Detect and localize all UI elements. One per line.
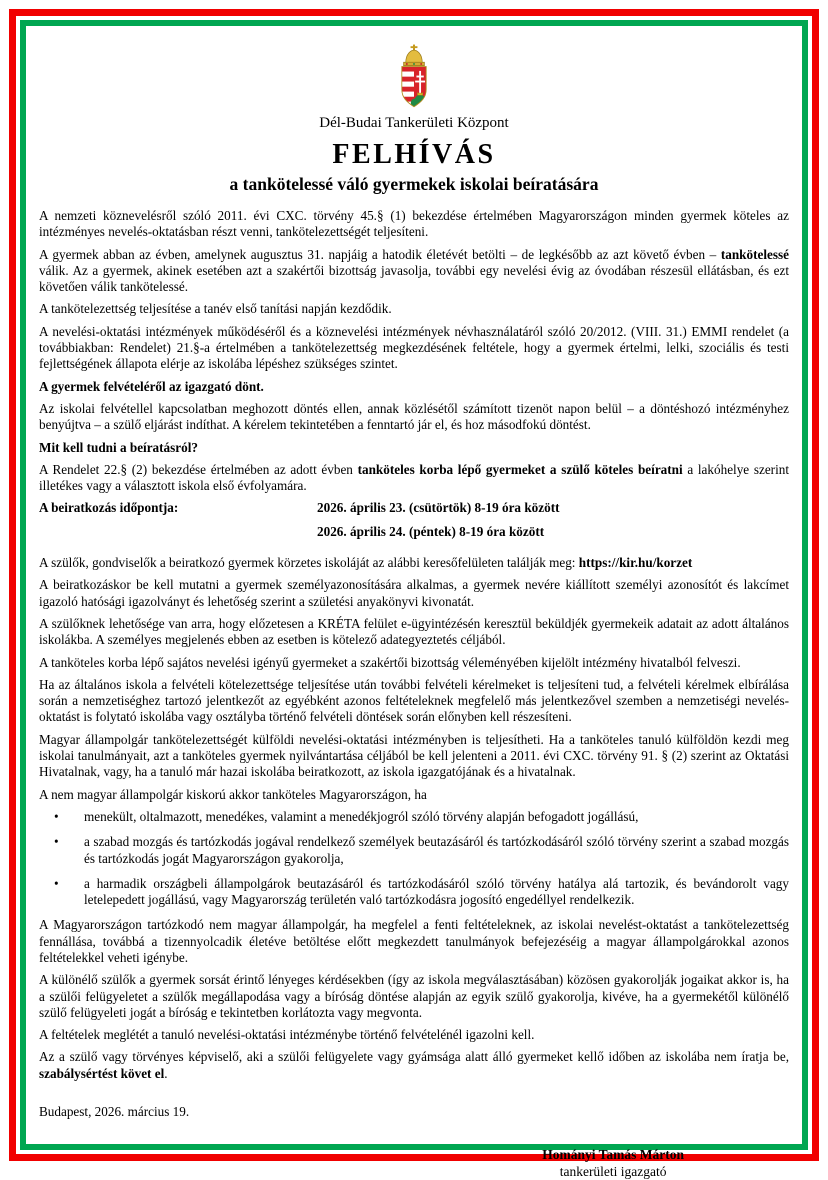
paragraph: [39, 732, 789, 781]
bullet-item: [39, 876, 789, 909]
bullet-icon: •: [54, 808, 59, 824]
beiratni-emphasis: tanköteles korba lépő gyermeket a szülő köteles beíratni: [357, 461, 683, 477]
paragraph: [39, 247, 789, 296]
bullet-text: a harmadik országbeli állampolgárok beutazásáról és tartózkodásáról szóló törvény hatálya alá tartozik, és bevándorolt vagy letelepedett jogállású, vagy Magyarország területén való tartózkodásra jogosító engedéllyel rendelkezik.: [84, 875, 789, 908]
enrollment-schedule: [39, 500, 789, 547]
bullet-list: [39, 809, 789, 908]
bullet-text: menekült, oltalmazott, menedékes, valamint a menedékjogról szóló törvény alapján befogadott jogállású,: [84, 808, 639, 824]
paragraph: [39, 208, 789, 241]
text-run: A feltételek meglétét a tanuló nevelési-oktatási intézménybe történő felvételénél igazolni kell.: [39, 1027, 535, 1043]
organization-name: Dél-Budai Tankerületi Központ: [319, 115, 509, 131]
document-title: FELHÍVÁS: [332, 139, 496, 170]
paragraph: [39, 1049, 789, 1082]
bullet-item: [39, 834, 789, 867]
text-run: A beiratkozáskor be kell mutatni a gyermek személyazonosítására alkalmas, a gyermek nevére kiállított személyi azonosítót és lakcímet igazoló hatósági igazolványt és lehetőség szerint a születési anyakönyvi kivonatát.: [39, 577, 789, 609]
text-run: A különélő szülők a gyermek sorsát érintő lényeges kérdésekben (így az iskola megválasztásában) közösen gyakorolják jogaikat akkor is, ha a szülői felügyeletet a szülők megállapodása vagy a bíróság döntése alapján az egyik szülő gyakorolja, kivéve, ha a gyermekétől különélő szülő felügyeleti jogát a bíróság e tekintetben korlátozta vagy megvonta.: [39, 972, 789, 1020]
text-run: válik. Az a gyermek, akinek esetében azt a szakértői bizottság javasolja, további egy nevelési évig az óvodában részesül ellátásban, és ezt követően válik tankötelessé.: [39, 262, 789, 295]
tankotelesse-emphasis: tankötelessé: [720, 246, 789, 262]
szabalysertes-emphasis: szabálysértést követ el: [39, 1065, 165, 1081]
text-run: A szülők, gondviselők a beiratkozó gyermek körzetes iskoláját az alábbi keresőfelületen találják meg:: [39, 555, 579, 571]
text-run: A gyermek abban az évben, amelynek augusztus 31. napjáig a hatodik életévét betölti – de legkésőbb az azt követő évben –: [39, 246, 721, 262]
bullet-text: a szabad mozgás és tartózkodás jogával rendelkező személyek beutazásáról és tartózkodásáról szóló törvény szerint a szabad mozgás és tartózkodás jogát Magyarországon gyakorolja,: [84, 834, 789, 866]
signature-name: Hományi Tamás Márton: [542, 1147, 684, 1163]
signature-title: tankerületi igazgató: [559, 1164, 667, 1180]
text-run: A nevelési-oktatási intézmények működéséről és a köznevelési intézmények névhasználatáról szóló 20/2012. (VIII. 31.) EMMI rendelet (a továbbiakban: Rendelet) 21.§-a értelmében a tankötelezettség megkezdésének feltétele, hogy a gyermek értelmi, lelki, szociális és testi fejlettségének állapota elérje az iskolába lépéshez szükséges szintet.: [39, 323, 789, 372]
bullet-icon: •: [54, 834, 59, 850]
text-run: Magyar állampolgár tankötelezettségét külföldi nevelési-oktatási intézményben is teljesítheti. Ha a tanköteles tanuló külföldön kezdi meg iskolai tanulmányait, azt a tanköteles gyermek nyilvántartása céljából be kell jelenteni a 2011. évi CXC. törvény 91. § (2) szerint az Oktatási Hivatalnak, vagy, ha a tanuló már hazai iskolába beiratkozott, az iskola igazgatójának és a hivatalnak.: [39, 731, 789, 780]
text-run: A Magyarországon tartózkodó nem magyar állampolgár, ha megfelel a fenti feltételeknek, az iskolai nevelést-oktatást a tankötelezettség fennállása, továbbá a tizennyolcadik életéve betöltése előtt megkezdett tanulmányok befejezéséig a magyar állampolgárokkal azonos feltételekkel veheti igénybe.: [39, 917, 789, 965]
paragraph: [39, 577, 789, 610]
paragraph: [39, 616, 789, 649]
schedule-dates: [317, 500, 559, 547]
paragraph: [39, 1027, 789, 1043]
text-run: A nem magyar állampolgár kiskorú akkor tanköteles Magyarországon, ha: [39, 786, 427, 802]
text-run: .: [164, 1065, 168, 1081]
text-run: A tanköteles korba lépő sajátos nevelési igényű gyermeket a szakértői bizottság véleményében kijelölt intézmény hivatalból felveszi.: [39, 654, 741, 670]
document-content: [39, 44, 789, 1180]
dateline: Budapest, 2026. március 19.: [39, 1104, 190, 1120]
enrollment-date-1: 2026. április 23. (csütörtök) 8-19 óra között: [317, 500, 560, 516]
paragraph: [39, 324, 789, 373]
hungary-coat-of-arms-icon: [392, 44, 436, 110]
text-run: A nemzeti köznevelésről szóló 2011. évi CXC. törvény 45.§ (1) bekezdése értelmében Magyarországon minden gyermek köteles az intézményes nevelés-oktatásban részt venni, tankötelezettségét teljesíteni.: [39, 208, 789, 240]
text-run: Az a szülő vagy törvényes képviselő, aki a szülői felügyelete vagy gyámsága alatt álló gyermeket kellő időben az iskolába nem íratja be,: [39, 1049, 789, 1065]
paragraph: [39, 401, 789, 434]
enrollment-date-2: 2026. április 24. (péntek) 8-19 óra között: [317, 523, 545, 539]
document-subtitle: a tankötelessé váló gyermekek iskolai beíratására: [229, 174, 599, 194]
signature-block: [542, 1146, 684, 1180]
text-run: a lakóhelye szerint illetékes vagy a választott iskola első évfolyamára.: [39, 461, 789, 494]
paragraph: [39, 555, 789, 571]
bullet-item: [39, 809, 789, 825]
paragraph: [39, 462, 789, 495]
kir-korzet-url: https://kir.hu/korzet: [578, 555, 693, 571]
text-run: A tankötelezettség teljesítése a tanév első tanítási napján kezdődik.: [39, 301, 392, 317]
paragraph: [39, 917, 789, 966]
section-heading: Mit kell tudni a beíratásról?: [39, 439, 198, 455]
paragraph: [39, 787, 789, 803]
document-body: [39, 208, 789, 1082]
paragraph: [39, 677, 789, 726]
text-run: A Rendelet 22.§ (2) bekezdése értelmében az adott évben: [39, 461, 358, 477]
text-run: Ha az általános iskola a felvételi kötelezettsége teljesítése után további felvételi kérelmeket is teljesíteni tud, a felvételi kérelmek elbírálása során a nemzetiséghez tartozó jelentkezőt az egyébként azonos feltételeknek megfelelő más jelentkezővel szemben a nemzetiségi nevelés-oktatást is folytató iskolába vagy osztályba történő felvételi döntések során előnyben kell részesíteni.: [39, 676, 789, 725]
text-run: Az iskolai felvétellel kapcsolatban meghozott döntés ellen, annak közlésétől számított tizenöt napon belül – a döntéshozó intézményhez benyújtva – a szülő eljárást indíthat. A kérelem tekintetében a fenntartó jár el, és hoz másodfokú döntést.: [39, 400, 789, 433]
paragraph: [39, 972, 789, 1021]
section-heading: A gyermek felvételéről az igazgató dönt.: [39, 378, 264, 394]
paragraph: [39, 655, 789, 671]
bullet-icon: •: [54, 875, 59, 891]
text-run: A szülőknek lehetősége van arra, hogy előzetesen a KRÉTA felület e-ügyintézésén keresztül beküldjék gyermekeik adatait az adott általános iskolákba. A személyes megjelenés ebben az esetben is kötelező adategyeztetés céljából.: [39, 615, 789, 648]
paragraph: [39, 301, 789, 317]
schedule-label: A beiratkozás időpontja:: [39, 500, 179, 516]
